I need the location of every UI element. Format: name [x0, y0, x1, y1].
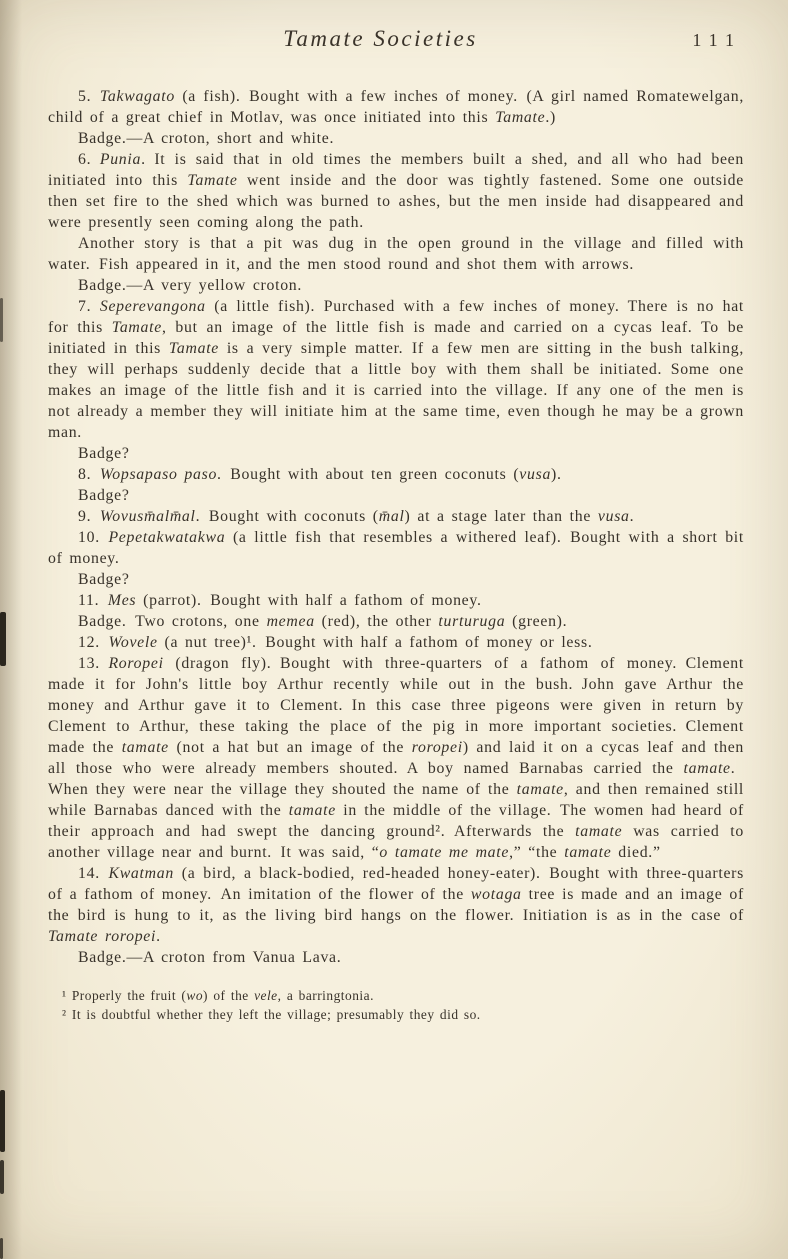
text: Badge.—A croton, short and white. — [78, 130, 335, 147]
italic-text: tamate — [683, 760, 731, 777]
paragraph — [48, 653, 744, 863]
text: ). — [551, 466, 562, 483]
text: Badge? — [78, 571, 130, 588]
page-content — [48, 26, 744, 1024]
paragraph — [48, 863, 744, 947]
italic-text: Mes — [107, 592, 137, 609]
text: ) and laid it on a cycas leaf and then all those who were already members shouted. A boy named Barnabas carried the — [48, 739, 745, 777]
text: , but an image of the little fish is made and carried on a cycas leaf. To be initiated in this — [48, 319, 745, 357]
text: (a little fish that resembles a withered leaf). Bought with a short bit of money. — [48, 529, 744, 567]
paragraph — [48, 632, 744, 653]
italic-text: vusa — [519, 466, 552, 483]
paragraph — [48, 464, 744, 485]
paragraph — [48, 275, 744, 296]
italic-text: tamate — [564, 844, 612, 861]
italic-text: tamate — [121, 739, 169, 756]
italic-text: turturuga — [438, 613, 506, 630]
text: (a little fish). Purchased with a few inches of money. There is no hat for this — [48, 298, 744, 336]
text: Another story is that a pit was dug in the open ground in the village and filled with water. Fish appeared in it, and the men stood round and shot them with arrows. — [48, 235, 744, 273]
text: is a very simple matter. If a few men are sitting in the bush talking, they will perhaps suddenly decide that a little boy with them shall be initiated. Some one makes an image of the little fish and it is carried into the village. If any one of the men is not already a member they will initiate him at the same time, even though he may be a grown man. — [48, 340, 744, 441]
italic-text: Takwagato — [99, 88, 175, 105]
italic-text: Kwatman — [108, 865, 174, 882]
italic-text: memea — [266, 613, 315, 630]
text: 10. — [78, 529, 109, 546]
text: . Bought with coconuts ( — [195, 508, 379, 525]
italic-text: Punia — [99, 151, 142, 168]
binding-mark — [0, 1238, 3, 1259]
italic-text: wotaga — [470, 886, 522, 903]
italic-text: tamate — [575, 823, 623, 840]
text: 13. — [78, 655, 109, 672]
italic-text: Wovusm̄alm̄al — [99, 508, 196, 525]
text: Badge? — [78, 487, 130, 504]
paragraph — [48, 590, 744, 611]
text: (dragon fly). Bought with three-quarters of a fathom of money. Clement made it for John's little boy Arthur recently while out in the bush. John gave Arthur the money and Arthur gave it to Clement. In this case three pigeons were given in return by Clement to Arthur, these taking the place of the pig in more important societies. Clement made the — [48, 655, 744, 756]
text: ¹ Properly the fruit ( — [62, 988, 187, 1003]
italic-text: roropei — [411, 739, 463, 756]
text: (a fish). Bought with a few inches of money. (A girl named Romatewelgan, child of a great chief in Motlav, was once initiated into this — [48, 88, 744, 126]
text: ) of the — [203, 988, 255, 1003]
text: . It is said that in old times the members built a shed, and all who had been initiated into this — [48, 151, 744, 189]
italic-text: vele — [254, 988, 278, 1003]
italic-text: Roropei — [108, 655, 164, 672]
text: . Bought with about ten green coconuts ( — [217, 466, 520, 483]
paragraph — [48, 611, 744, 632]
italic-text: o tamate me mate — [379, 844, 510, 861]
text: (green). — [505, 613, 568, 630]
text: . — [156, 928, 161, 945]
text: (red), the other — [314, 613, 439, 630]
page-number: 111 — [692, 30, 742, 50]
italic-text: Seperevangona — [99, 298, 206, 315]
italic-text: m̄al — [378, 508, 405, 525]
italic-text: Tamate — [111, 319, 162, 336]
italic-text: Pepetakwatakwa — [108, 529, 226, 546]
text: 11. — [78, 592, 108, 609]
page-body — [48, 86, 744, 968]
italic-text: vusa — [597, 508, 630, 525]
text: , and then remained still while Barnabas danced with the — [48, 781, 744, 819]
text: (a nut tree)¹. Bought with half a fathom of money or less. — [157, 634, 593, 651]
text: Badge. Two crotons, one — [78, 613, 267, 630]
italic-text: Wovele — [108, 634, 158, 651]
text: 6. — [78, 151, 100, 168]
italic-text: Wopsapaso paso — [99, 466, 218, 483]
text: .) — [545, 109, 556, 126]
paragraph — [48, 947, 744, 968]
text: in the middle of the village. The women had heard of their approach and had swept the dancing ground². Afterwards the — [48, 802, 744, 840]
page-header — [48, 26, 744, 62]
paragraph — [48, 296, 744, 443]
text: 5. — [78, 88, 100, 105]
italic-text: Tamate roropei — [48, 928, 157, 945]
binding-mark — [0, 1090, 5, 1152]
text: 8. — [78, 466, 100, 483]
text: 7. — [78, 298, 100, 315]
text: 14. — [78, 865, 109, 882]
text: ) at a stage later than the — [404, 508, 598, 525]
text: (parrot). Bought with half a fathom of money. — [136, 592, 482, 609]
binding-mark — [0, 612, 6, 666]
paragraph — [48, 1005, 744, 1024]
italic-text: Tamate — [168, 340, 219, 357]
text: died.” — [611, 844, 661, 861]
binding-mark — [0, 298, 3, 342]
italic-text: Tamate — [495, 109, 546, 126]
text: ,” “the — [509, 844, 565, 861]
paragraph — [48, 149, 744, 233]
text: . — [629, 508, 635, 525]
text: Badge? — [78, 445, 130, 462]
footnotes — [48, 986, 744, 1024]
italic-text: tamate — [288, 802, 336, 819]
paragraph — [48, 233, 744, 275]
italic-text: Tamate — [187, 172, 238, 189]
paragraph — [48, 128, 744, 149]
italic-text: tamate — [516, 781, 564, 798]
text: 12. — [78, 634, 109, 651]
text: ² It is doubtful whether they left the village; presumably they did so. — [62, 1007, 481, 1022]
paragraph — [48, 485, 744, 506]
paragraph — [48, 443, 744, 464]
running-title: Tamate Societies — [283, 26, 478, 51]
text: tree is made and an image of the bird is hung to it, as the living bird hangs on the flower. Initiation is as in the case of — [48, 886, 744, 924]
text: , a barringtonia. — [277, 988, 374, 1003]
binding-shadow — [0, 0, 26, 1259]
text: 9. — [78, 508, 100, 525]
paragraph — [48, 86, 744, 128]
paragraph — [48, 527, 744, 569]
paragraph — [48, 986, 744, 1005]
paragraph — [48, 506, 744, 527]
text: was carried to another village near and burnt. It was said, “ — [48, 823, 744, 861]
binding-mark — [0, 1160, 4, 1194]
paragraph — [48, 569, 744, 590]
text: Badge.—A croton from Vanua Lava. — [78, 949, 342, 966]
text: Badge.—A very yellow croton. — [78, 277, 303, 294]
text: (not a hat but an image of the — [168, 739, 412, 756]
text: (a bird, a black-bodied, red-headed honey-eater). Bought with three-quarters of a fathom of money. An imitation of the flower of the — [48, 865, 744, 903]
italic-text: wo — [186, 988, 204, 1003]
text: . When they were near the village they shouted the name of the — [48, 760, 744, 798]
text: went inside and the door was tightly fastened. Some one outside then set fire to the shed which was burned to ashes, but the men inside had disappeared and were presently seen coming along the path. — [48, 172, 744, 231]
